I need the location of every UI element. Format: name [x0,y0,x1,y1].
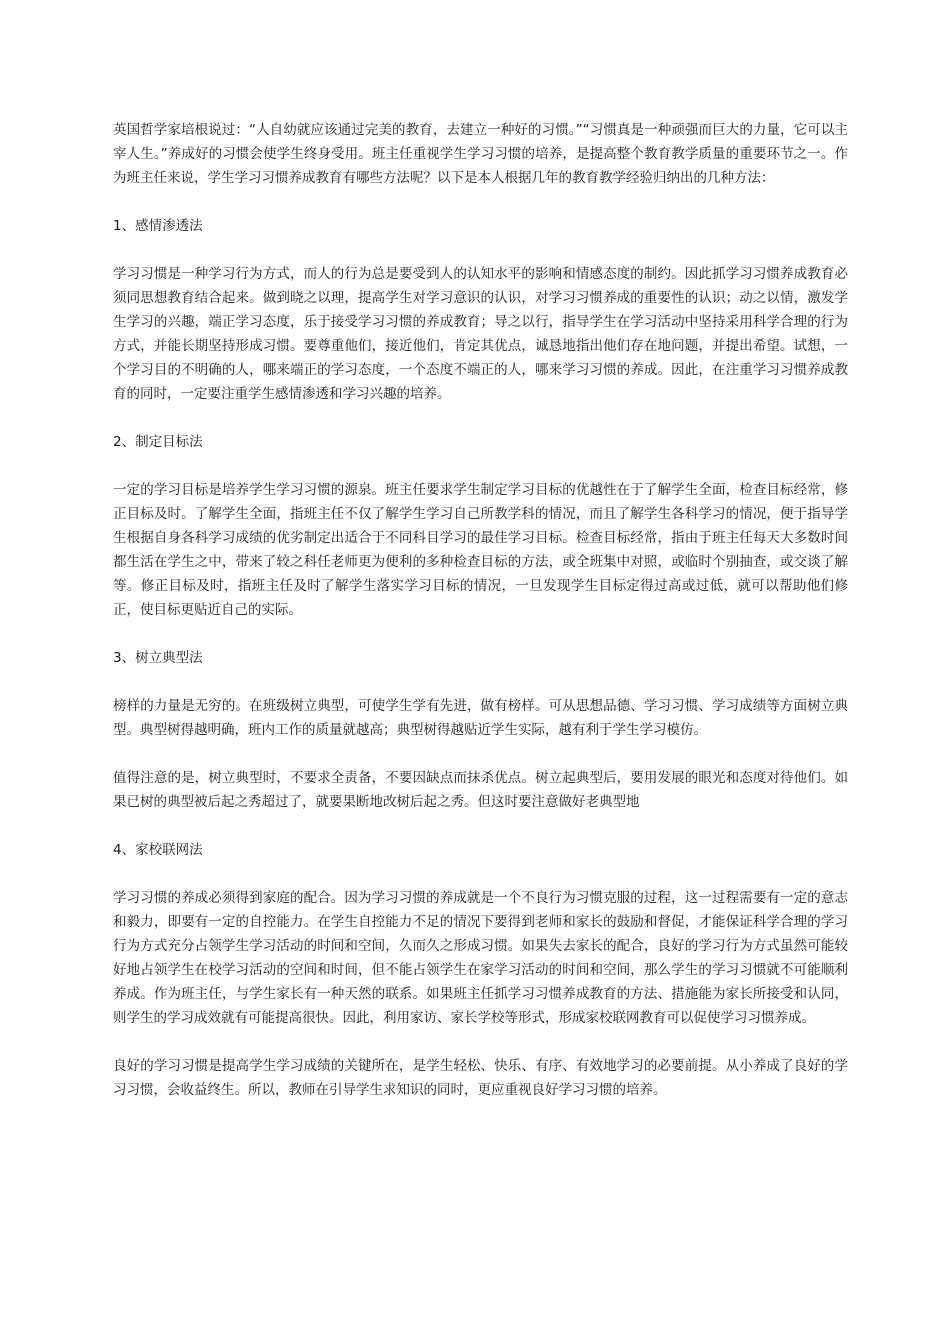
section-3-paragraph-1: 榜样的力量是无穷的。在班级树立典型，可使学生学有先进，做有榜样。可从思想品德、学习习惯、学习成绩等方面树立典型。典型树得越明确，班内工作的质量就越高；典型树得越贴近学生实际，越有利于学生学习模仿。 [113,698,848,738]
spacer [113,238,848,262]
intro-paragraph: 英国哲学家培根说过：“人自幼就应该通过完美的教育，去建立一种好的习惯。”“习惯真是一种顽强而巨大的力量，它可以主宰人生。”养成好的习惯会使学生终身受用。班主任重视学生学习习惯的培养，是提高整个教育教学质量的重要环节之一。作为班主任来说，学生学习习惯养成教育有哪些方法呢？以下是本人根据几年的教育教学经验归纳出的几种方法： [113,122,848,186]
spacer [113,406,848,430]
section-2-paragraph-1: 一定的学习目标是培养学生学习习惯的源泉。班主任要求学生制定学习目标的优越性在于了解学生全面，检查目标经常，修正目标及时。了解学生全面，指班主任不仅了解学生学习自己所教学科的情况，而且了解学生各科学习的情况，便于指导学生根据自身各科学习成绩的优劣制定出适合于不同科目学习的最佳学习目标。检查目标经常，指由于班主任每天大多数时间都生活在学生之中，带来了较之科任老师更为便利的多种检查目标的方法，或全班集中对照，或临时个别抽查，或交谈了解等。修正目标及时，指班主任及时了解学生落实学习目标的情况，一旦发现学生目标定得过高或过低，就可以帮助他们修正，使目标更贴近自己的实际。 [113,482,848,618]
spacer [113,862,848,886]
section-heading-3: 3、树立典型法 [113,650,203,666]
document-body [113,118,848,1102]
section-heading-2: 2、制定目标法 [113,434,203,450]
section-3-paragraph-2: 值得注意的是，树立典型时，不要求全责备，不要因缺点而抹杀优点。树立起典型后，要用发展的眼光和态度对待他们。如果已树的典型被后起之秀超过了，就要果断地改树后起之秀。但这时要注意做好老典型地 [113,770,848,810]
closing-paragraph: 良好的学习习惯是提高学生学习成绩的关键所在，是学生轻松、快乐、有序、有效地学习的必要前提。从小养成了良好的学习习惯，会收益终生。所以，教师在引导学生求知识的同时，更应重视良好学习习惯的培养。 [113,1058,848,1098]
section-heading-4: 4、家校联网法 [113,842,203,858]
spacer [113,454,848,478]
section-4-paragraph-1: 学习习惯的养成必须得到家庭的配合。因为学习习惯的养成就是一个不良行为习惯克服的过程，这一过程需要有一定的意志和毅力，即要有一定的自控能力。在学生自控能力不足的情况下要得到老师和家长的鼓励和督促，才能保证科学合理的学习行为方式充分占领学生学习活动的时间和空间，久而久之形成习惯。如果失去家长的配合，良好的学习行为方式虽然可能较好地占领学生在校学习活动的空间和时间，但不能占领学生在家学习活动的时间和空间，那么学生的学习习惯就不可能顺利养成。作为班主任，与学生家长有一种天然的联系。如果班主任抓学习习惯养成教育的方法、措施能为家长所接受和认同，则学生的学习成效就有可能提高很快。因此，利用家访、家长学校等形式，形成家校联网教育可以促使学习习惯养成。 [113,890,848,1026]
spacer [113,670,848,694]
spacer [113,742,848,766]
spacer [113,1030,848,1054]
spacer [113,190,848,214]
section-heading-1: 1、感情渗透法 [113,218,203,234]
section-1-paragraph-1: 学习习惯是一种学习行为方式，而人的行为总是要受到人的认知水平的影响和情感态度的制约。因此抓学习习惯养成教育必须同思想教育结合起来。做到晓之以理，提高学生对学习意识的认识，对学习习惯养成的重要性的认识；动之以情，激发学生学习的兴趣，端正学习态度，乐于接受学习习惯的养成教育；导之以行，指导学生在学习活动中坚持采用科学合理的行为方式，并能长期坚持形成习惯。要尊重他们，接近他们，肯定其优点，诚恳地指出他们存在地问题，并提出希望。试想，一个学习目的不明确的人，哪来端正的学习态度，一个态度不端正的人，哪来学习习惯的养成。因此，在注重学习习惯养成教育的同时，一定要注重学生感情渗透和学习兴趣的培养。 [113,266,848,402]
spacer [113,622,848,646]
spacer [113,814,848,838]
